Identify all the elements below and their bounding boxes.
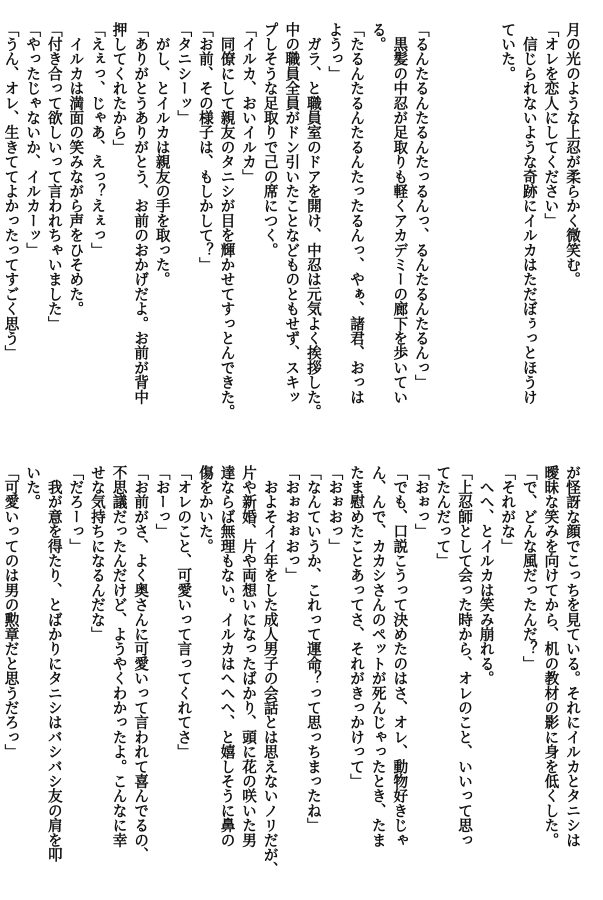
- text-line: 黒髪の中忍が足取りも軽くアカデミーの廊下を歩いてい: [391, 22, 409, 405]
- text-line: いた。: [24, 465, 42, 510]
- text-line: が怪訝な顔でこっちを見ている。それにイルカとタニシは: [564, 465, 581, 848]
- text-line: 「オレを恋人にしてください」: [542, 22, 560, 228]
- text-line: 達ならば無理もない。イルカはへへへ、と嬉しそうに鼻の: [218, 465, 236, 848]
- text-line: 中の職員全員がドン引いたことなどものともせず、スキッ: [283, 22, 301, 405]
- top-text-block: [2, 22, 583, 434]
- text-line: 「イルカ、おいイルカ」: [240, 22, 258, 184]
- text-line: 「おーっ」: [153, 465, 171, 539]
- text-line: 「るんたるんたるんたっるんっ、るんたるんたるんっ」: [412, 22, 430, 390]
- text-line: 「それがな」: [499, 465, 517, 554]
- text-line: 「やったじゃないか、イルカーッ」: [24, 22, 42, 258]
- text-line: ていた。: [499, 22, 517, 81]
- text-line: せな気持ちになるんだな」: [88, 465, 106, 642]
- text-line: 「付き合って欲しいって言われちゃいました」: [45, 22, 63, 331]
- text-line: 「お前がさ、よく奥さんに可愛いって言われて喜んでるの、: [132, 465, 150, 862]
- text-line: およそイイ年をした成人男子の会話とは思えないノリだが、: [261, 465, 279, 877]
- text-line: る。: [369, 22, 387, 52]
- text-line: 信じられないような奇跡にイルカはただぼぅっとほうけ: [520, 22, 538, 405]
- text-line: 「上忍師として会った時から、オレのこと、いいって思っ: [456, 465, 474, 848]
- text-line: がし、とイルカは親友の手を取った。: [153, 22, 171, 287]
- text-line: てたんだって」: [434, 465, 452, 568]
- text-line: ようっ」: [326, 22, 344, 81]
- text-line: 我が意を得たり、とばかりにタニシはバシバシ友の肩を叩: [45, 465, 63, 862]
- bottom-text-block: [2, 465, 583, 877]
- text-line: 「ありがとうありがとう、お前のおかげだよ。お前が背中: [132, 22, 150, 405]
- text-line: へへ、とイルカは笑み崩れる。: [477, 465, 495, 686]
- text-line: 「可愛いってのは男の勲章だと思うだろっ」: [2, 465, 20, 759]
- text-line: 「おぉおっ」: [326, 465, 344, 554]
- text-line: 押してくれたから」: [110, 22, 128, 155]
- text-line: 「なんていうか、これって運命？って思っちまったね」: [304, 465, 322, 833]
- text-line: 同僚にして親友のタニシが目を輝かせてすっとんできた。: [218, 22, 236, 419]
- text-line: 「お前、その様子は、もしかして？」: [196, 22, 214, 272]
- text-line: イルカは満面の笑みながら声をひそめた。: [67, 22, 85, 316]
- text-line: 「たるんたるんたるんたったるんっ、やぁ、諸君、おっは: [348, 22, 366, 405]
- text-line: 不思議だったんだけど、ようやくわかったよ。こんなに幸: [110, 465, 128, 848]
- blank-line: [475, 22, 497, 434]
- text-line: プしそうな足取りで己の席につく。: [261, 22, 279, 258]
- text-line: 「タニシーッ」: [175, 22, 193, 125]
- text-line: たま慰めたことあってさ、それがきっかけって」: [348, 465, 366, 789]
- text-line: 「で、どんな風だったんだ？」: [520, 465, 538, 671]
- text-line: 片や新婚、片や両想いになったばかり、頭に花の咲いた男: [240, 465, 258, 848]
- text-line: 「おぉっ」: [412, 465, 430, 539]
- text-line: 「おぉおぉおっ」: [283, 465, 301, 583]
- text-line: 「えぇっ、じゃあ、えっ？えぇっ」: [88, 22, 106, 258]
- blank-line: [432, 22, 454, 434]
- text-line: ガラ、と職員室のドアを開け、中忍は元気よく挨拶した。: [304, 22, 322, 419]
- text-line: ん、んで、カカシさんのペットが死んじゃったとき、たま: [369, 465, 387, 848]
- text-line: 「オレのこと、可愛いって言ってくれてさ」: [175, 465, 193, 759]
- text-line: 傷をかいた。: [196, 465, 214, 554]
- text-line: 「うん、オレ、生きててよかったってすごく思う」: [2, 22, 20, 361]
- text-line: 曖昧な笑みを向けてから、机の教材の影に身を低くした。: [542, 465, 560, 848]
- text-line: 「でも、口説こうって決めたのはさ、オレ、動物好きじゃ: [391, 465, 409, 848]
- blank-line: [453, 22, 475, 434]
- text-line: 月の光のような上忍が柔らかく微笑む。: [564, 22, 581, 287]
- text-line: 「だろーっ」: [67, 465, 85, 554]
